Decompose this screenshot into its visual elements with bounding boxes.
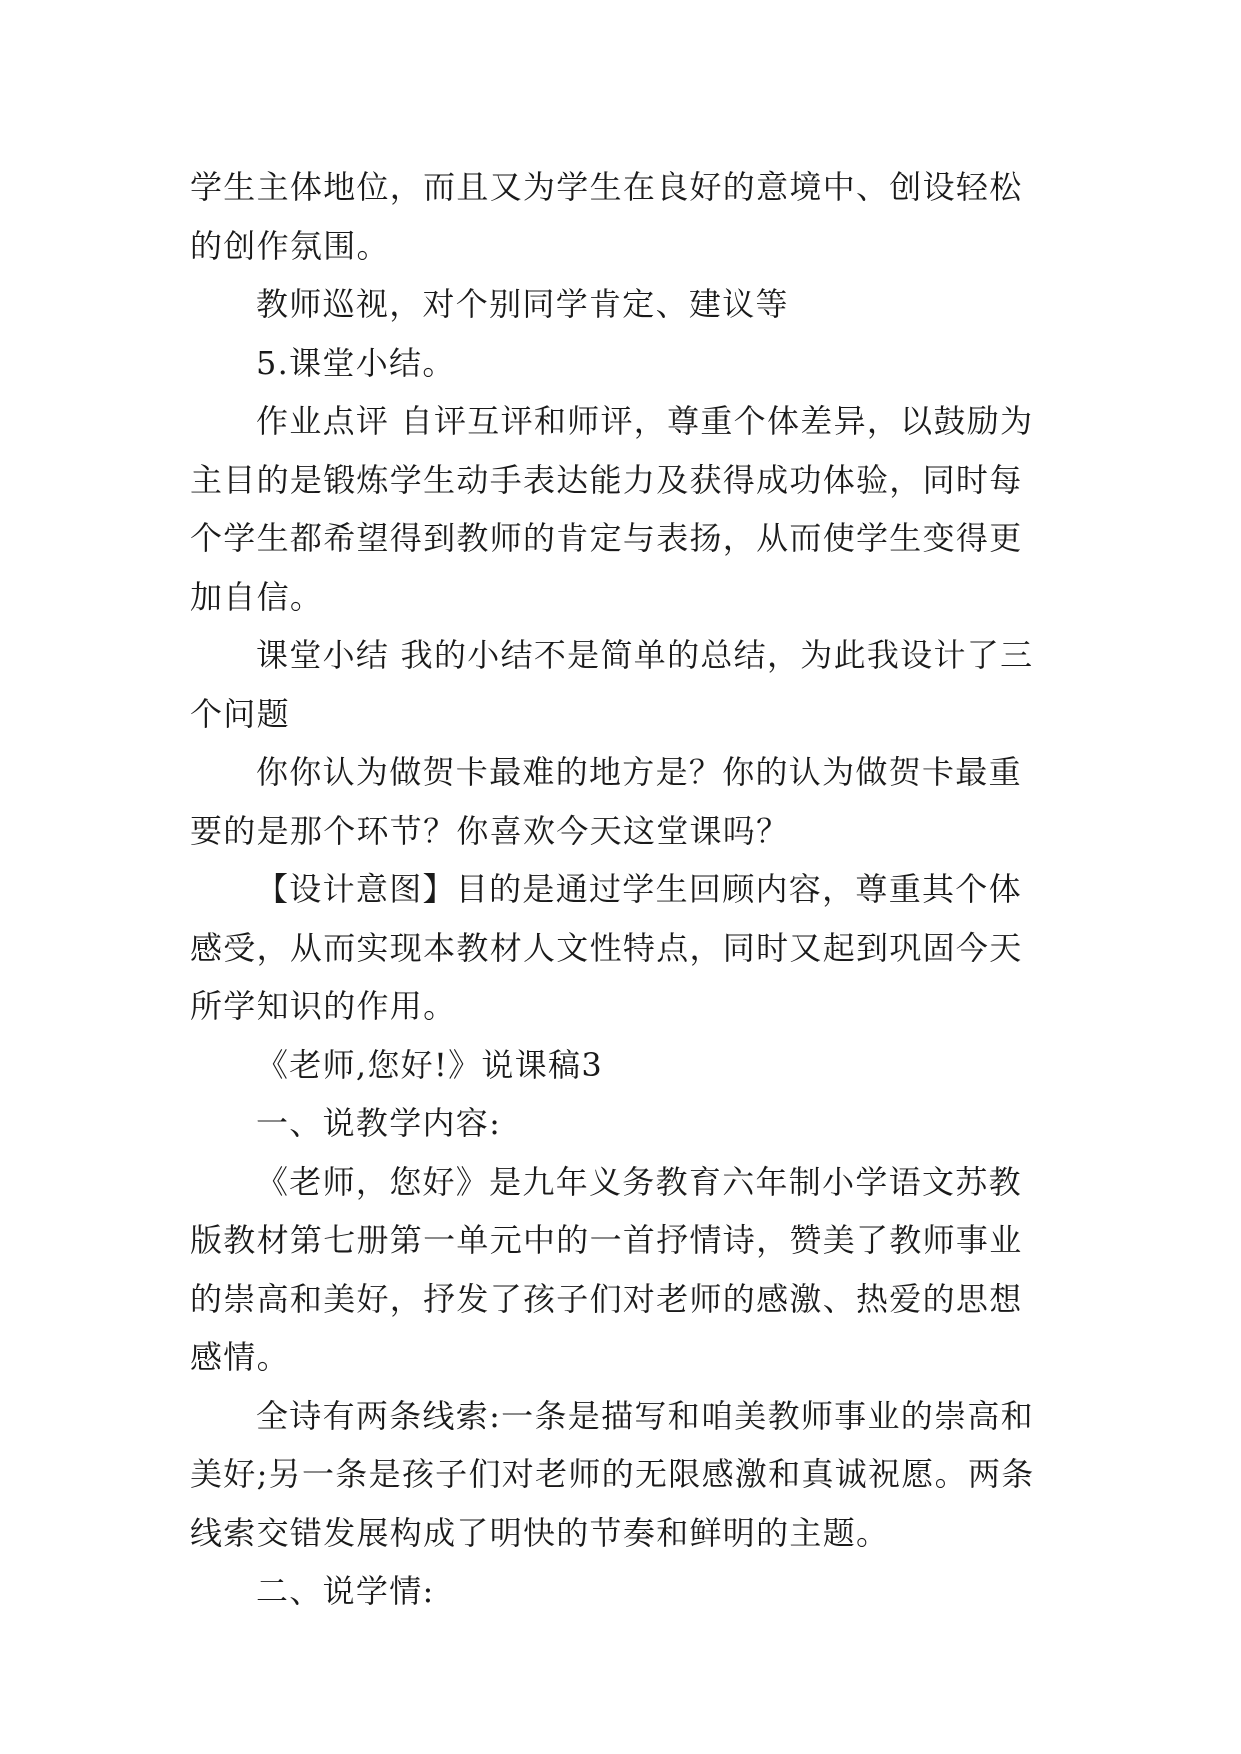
- paragraph-5: 课堂小结 我的小结不是简单的总结，为此我设计了三个问题: [190, 636, 1034, 733]
- heading-teaching-content: 一、说教学内容:: [256, 1104, 502, 1142]
- heading-student-situation: 二、说学情:: [256, 1572, 435, 1610]
- paragraph-1: 学生主体地位，而且又为学生在良好的意境中、创设轻松的创作氛围。: [190, 168, 1023, 265]
- paragraph-2: 教师巡视，对个别同学肯定、建议等: [256, 285, 789, 323]
- paragraph-10: 《老师，您好》是九年义务教育六年制小学语文苏教版教材第七册第一单元中的一首抒情诗，赞美了教师事业的崇高和美好，抒发了孩子们对老师的感激、热爱的思想感情。: [190, 1162, 1023, 1376]
- paragraph-4: 作业点评 自评互评和师评，尊重个体差异，以鼓励为主目的是锻炼学生动手表达能力及获得成功体验，同时每个学生都希望得到教师的肯定与表扬，从而使学生变得更加自信。: [190, 402, 1034, 616]
- paragraph-6: 你你认为做贺卡最难的地方是？你的认为做贺卡最重要的是那个环节？你喜欢今天这堂课吗？: [190, 753, 1022, 850]
- paragraph-3: 5.课堂小结。: [256, 343, 456, 382]
- document-body: [190, 158, 1052, 1621]
- section-title: 《老师,您好!》说课稿3: [256, 1045, 603, 1084]
- paragraph-11: 全诗有两条线索:一条是描写和咱美教师事业的崇高和美好;另一条是孩子们对老师的无限感激和真诚祝愿。两条线索交错发展构成了明快的节奏和鲜明的主题。: [190, 1396, 1035, 1552]
- paragraph-7: 【设计意图】目的是通过学生回顾内容，尊重其个体感受，从而实现本教材人文性特点，同时又起到巩固今天所学知识的作用。: [190, 870, 1023, 1025]
